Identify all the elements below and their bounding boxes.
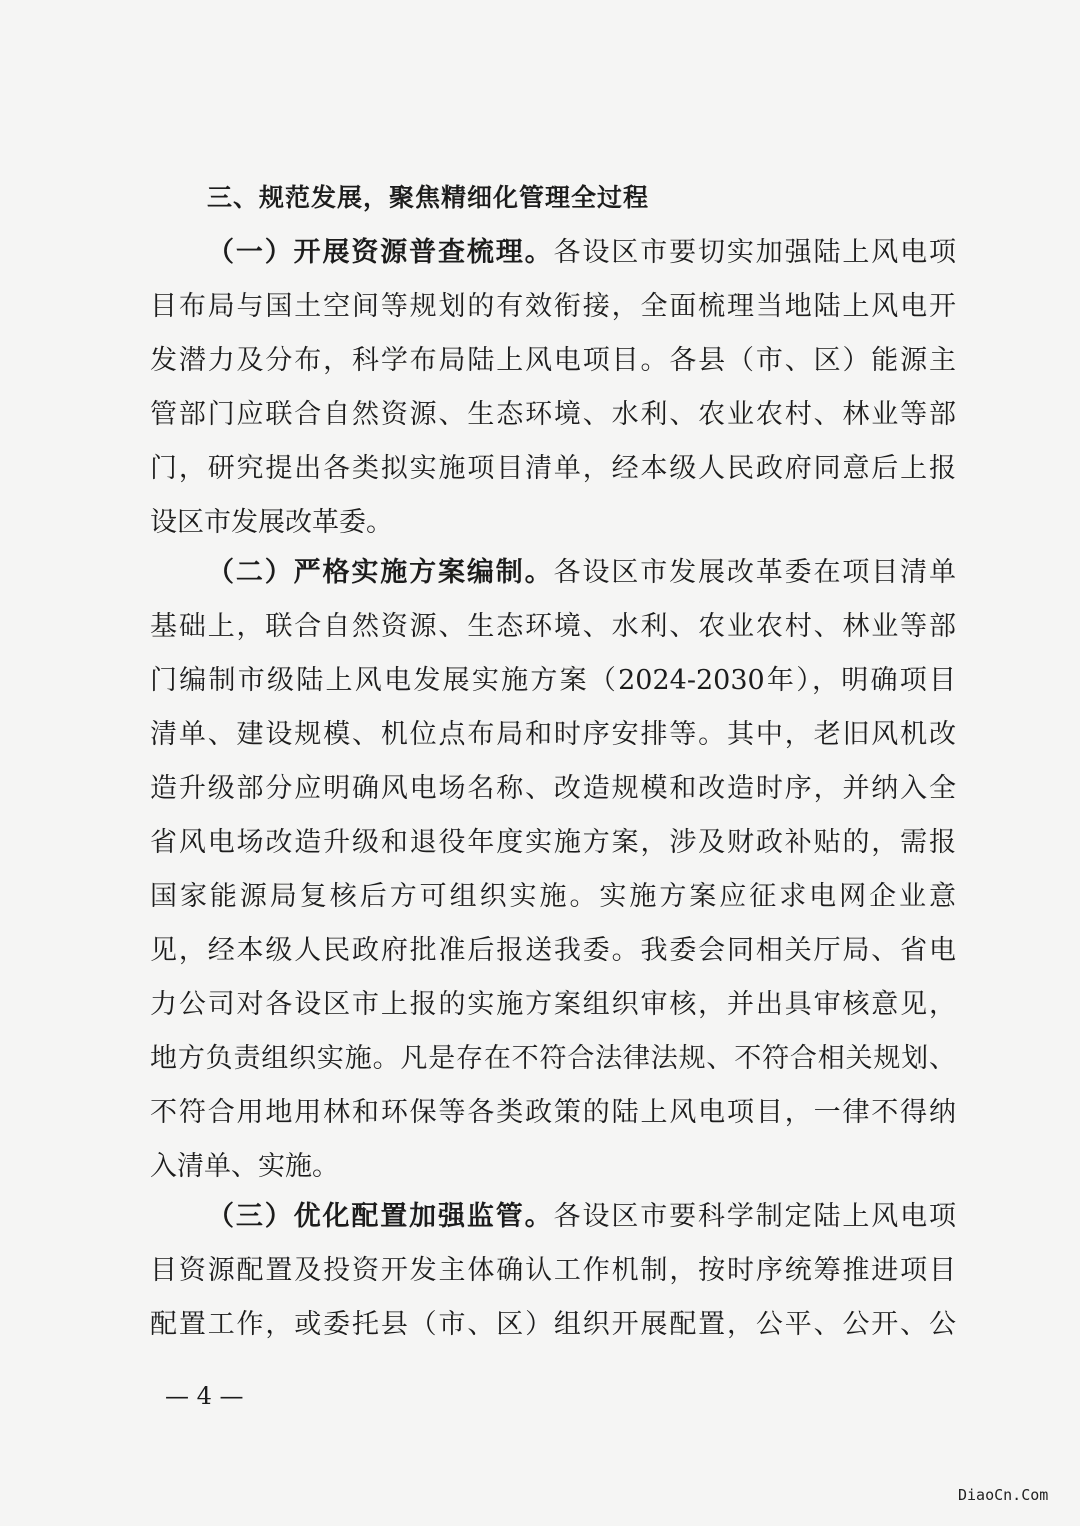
section-heading: 三、规范发展，聚焦精细化管理全过程 bbox=[207, 183, 650, 212]
paragraph-text: 各设区市要科学制定陆上风电项 bbox=[553, 1201, 957, 1232]
paragraph-line: 门，研究提出各类拟实施项目清单，经本级人民政府同意后上报 bbox=[150, 453, 956, 484]
paragraph-line: 造升级部分应明确风电场名称、改造规模和改造时序，并纳入全 bbox=[150, 773, 956, 804]
subsection-title-2: （二）严格实施方案编制。 bbox=[207, 557, 554, 588]
paragraph-line: 力公司对各设区市上报的实施方案组织审核，并出具审核意见， bbox=[150, 989, 956, 1020]
paragraph-line: 目资源配置及投资开发主体确认工作机制，按时序统筹推进项目 bbox=[150, 1255, 956, 1286]
paragraph-line: 地方负责组织实施。凡是存在不符合法律法规、不符合相关规划、 bbox=[150, 1043, 956, 1074]
paragraph-line: 发潜力及分布，科学布局陆上风电项目。各县（市、区）能源主 bbox=[150, 345, 956, 376]
paragraph-line: 入清单、实施。 bbox=[150, 1151, 339, 1182]
page-number: — 4 — bbox=[165, 1382, 244, 1410]
paragraph-text: 各设区市发展改革委在项目清单 bbox=[553, 557, 957, 588]
paragraph-line: 目布局与国土空间等规划的有效衔接，全面梳理当地陆上风电开 bbox=[150, 291, 956, 322]
paragraph-line: 国家能源局复核后方可组织实施。实施方案应征求电网企业意 bbox=[150, 881, 956, 912]
paragraph-1-line-1 bbox=[207, 236, 956, 270]
paragraph-line: 基础上，联合自然资源、生态环境、水利、农业农村、林业等部 bbox=[150, 611, 956, 642]
paragraph-line: 配置工作，或委托县（市、区）组织开展配置，公平、公开、公 bbox=[150, 1309, 956, 1340]
paragraph-line: 省风电场改造升级和退役年度实施方案，涉及财政补贴的，需报 bbox=[150, 827, 956, 858]
paragraph-line: 门编制市级陆上风电发展实施方案（2024-2030年），明确项目 bbox=[150, 665, 956, 696]
paragraph-line: 不符合用地用林和环保等各类政策的陆上风电项目，一律不得纳 bbox=[150, 1097, 956, 1128]
paragraph-line: 清单、建设规模、机位点布局和时序安排等。其中，老旧风机改 bbox=[150, 719, 956, 750]
paragraph-3-line-1 bbox=[207, 1200, 956, 1234]
paragraph-line: 设区市发展改革委。 bbox=[150, 507, 393, 538]
paragraph-2-line-1 bbox=[207, 556, 956, 590]
paragraph-line: 见，经本级人民政府批准后报送我委。我委会同相关厅局、省电 bbox=[150, 935, 956, 966]
subsection-title-3: （三）优化配置加强监管。 bbox=[207, 1201, 554, 1232]
watermark: DiaoCn.Com bbox=[958, 1486, 1049, 1504]
paragraph-line: 管部门应联合自然资源、生态环境、水利、农业农村、林业等部 bbox=[150, 399, 956, 430]
paragraph-text: 各设区市要切实加强陆上风电项 bbox=[553, 237, 957, 268]
subsection-title-1: （一）开展资源普查梳理。 bbox=[207, 237, 554, 268]
